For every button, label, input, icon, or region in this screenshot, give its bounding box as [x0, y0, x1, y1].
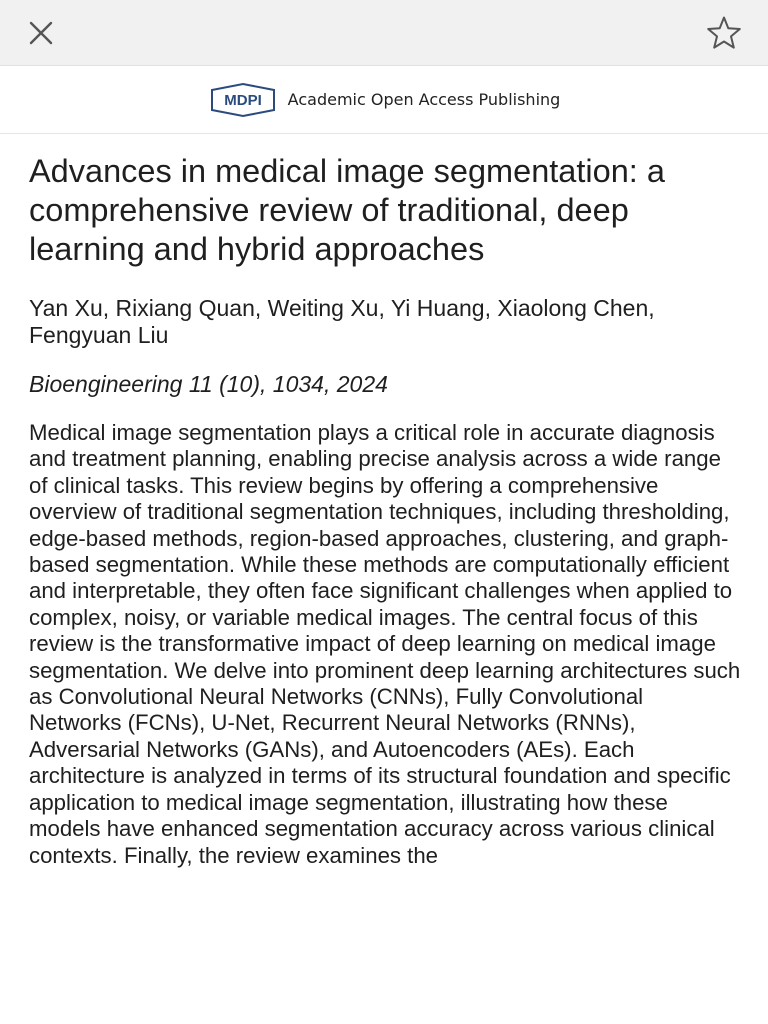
favorite-button[interactable] — [704, 13, 744, 53]
svg-text:MDPI: MDPI — [223, 91, 262, 109]
article-title[interactable]: Advances in medical image segmentation: a comprehensive review of traditional, deep learning and hybrid approaches — [29, 153, 665, 267]
article-detail — [29, 152, 741, 869]
mdpi-logo — [208, 82, 278, 118]
article-citation: Bioengineering 11 (10), 1034, 2024 — [29, 371, 388, 397]
close-button[interactable] — [21, 13, 61, 53]
close-icon — [28, 20, 54, 46]
top-toolbar — [0, 0, 768, 66]
star-outline-icon — [706, 15, 742, 51]
article-authors: Yan Xu, Rixiang Quan, Weiting Xu, Yi Huang, Xiaolong Chen, Fengyuan Liu — [29, 295, 655, 348]
publisher-banner[interactable] — [0, 66, 768, 134]
article-abstract: Medical image segmentation plays a critical role in accurate diagnosis and treatment planning, enabling precise analysis across a wide range of clinical tasks. This review begins by offering a comprehensive overview of traditional segmentation techniques, including thresholding, edge-based methods, region-based approaches, clustering, and graph-based segmentation. While these methods are computationally efficient and interpretable, they often face significant challenges when applied to complex, noisy, or variable medical images. The central focus of this review is the transformative impact of deep learning on medical image segmentation. We delve into prominent deep learning architectures such as Convolutional Neural Networks (CNNs), Fully Convolutional Networks (FCNs), U-Net, Recurrent Neural Networks (RNNs), Adversarial Networks (GANs), and Autoencoders (AEs). Each architecture is analyzed in terms of its structural foundation and specific application to medical image segmentation, illustrating how these models have enhanced segmentation accuracy across various clinical contexts. Finally, the review examines the — [29, 420, 741, 868]
publisher-tagline: Academic Open Access Publishing — [287, 90, 561, 109]
